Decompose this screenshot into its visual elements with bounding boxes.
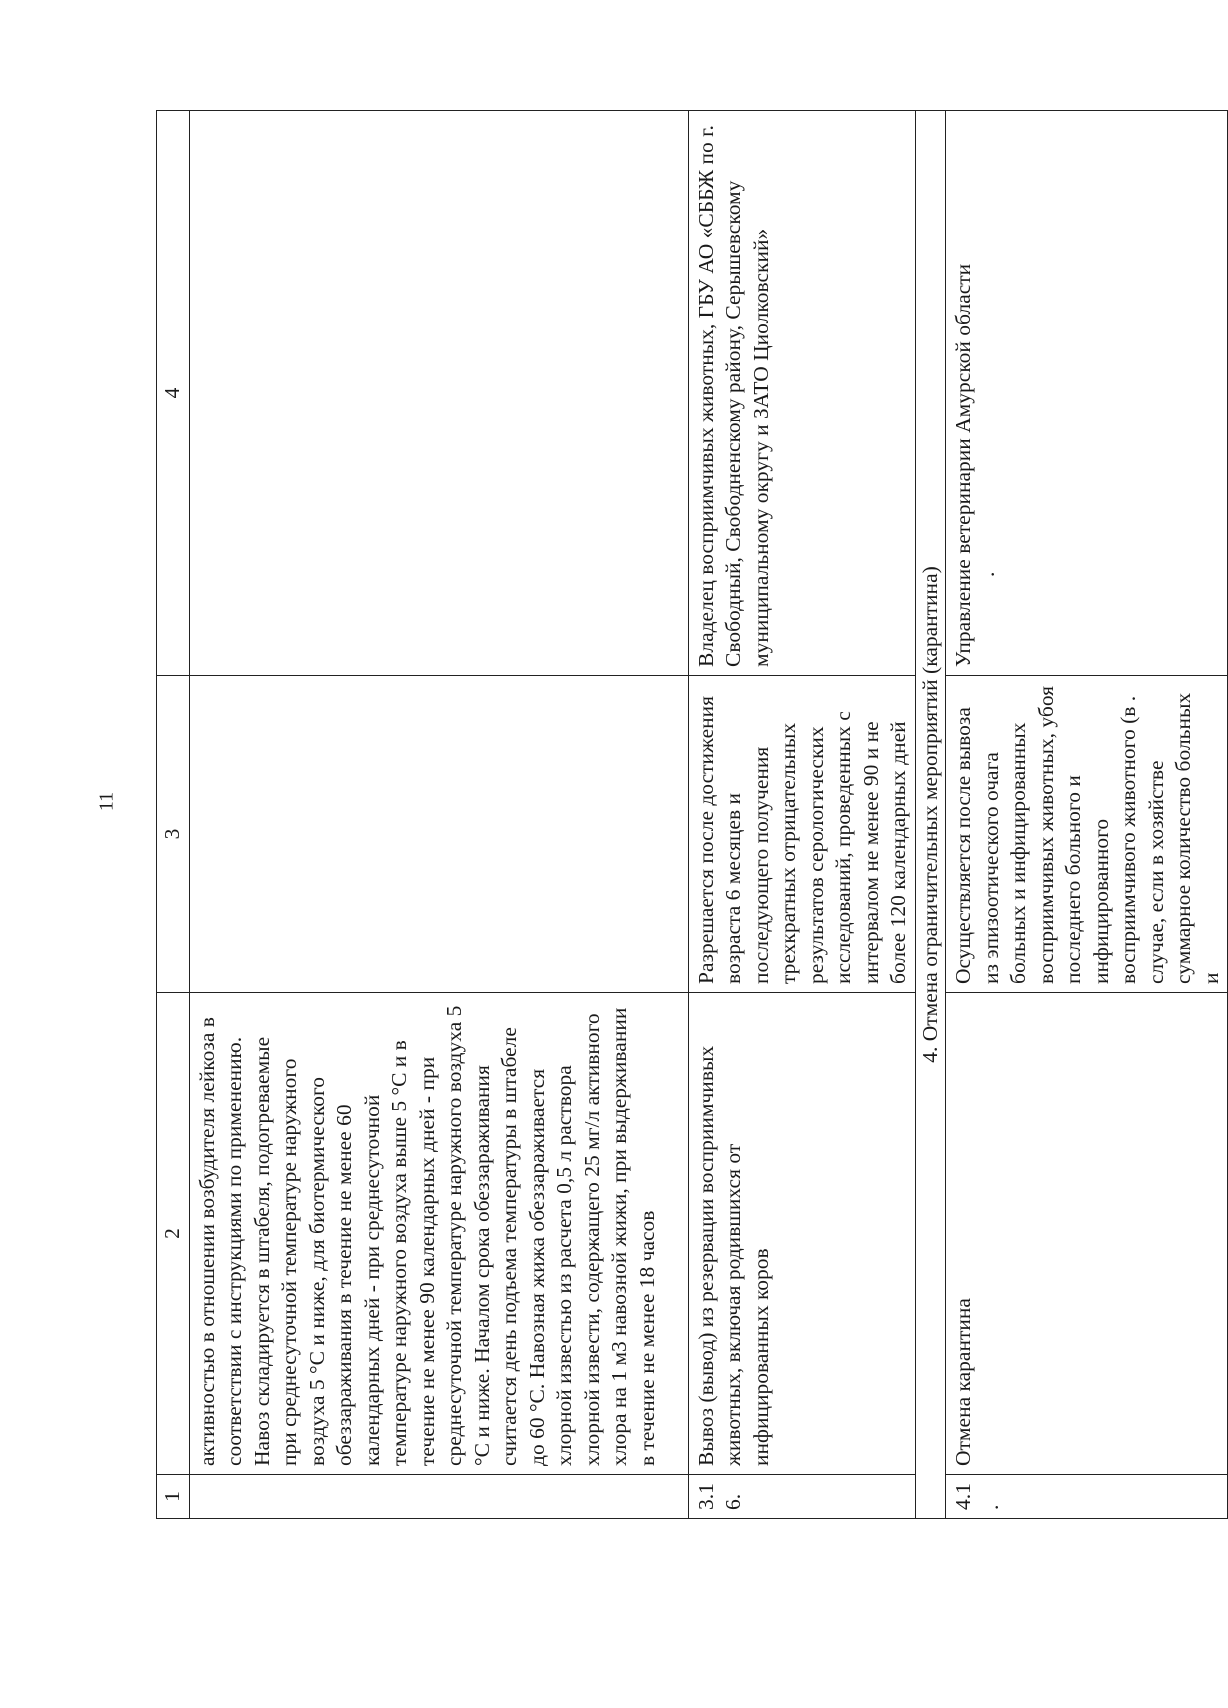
- responsible-text: Управление ветеринарии Амурской области: [951, 263, 975, 667]
- table-row: [946, 111, 1228, 1519]
- stray-mark: .: [974, 571, 999, 577]
- header-col-2: 2: [157, 993, 190, 1475]
- responsible-cell: Владелец восприимчивых животных, ГБУ АО «СББЖ по г. Свободный, Свободненскому району, Серышевскому муниципальному округу и ЗАТО Циолковский»: [688, 111, 915, 676]
- header-col-3: 3: [157, 676, 190, 993]
- row-number: 3.16.: [688, 1475, 915, 1519]
- timing-cell: [189, 676, 688, 993]
- measure-cell: активностью в отношении возбудителя лейкоза в соответствии с инструкциями по применению. Навоз складируется в штабеля, подогреваемые при среднесуточной температуре наружного воздуха 5 °C и ниже, для биотермического обеззараживания в течение не менее 60 календарных дней - при среднесуточной температуре наружного воздуха выше 5 °C и в течение не менее 90 календарных дней - при среднесуточной температуре наружного воздуха 5 °C и ниже. Началом срока обеззараживания считается день подъема температуры в штабеле до 60 °C. Навозная жижа обеззараживается хлорной известью из расчета 0,5 л раствора хлорной извести, содержащего 25 мг/л активного хлора на 1 м3 навозной жижи, при выдерживании в течение не менее 18 часов: [189, 993, 688, 1475]
- measure-cell: Отмена карантина: [946, 993, 1228, 1475]
- measure-cell: Вывоз (вывод) из резервации восприимчивых животных, включая родившихся от инфицированных коров: [688, 993, 915, 1475]
- page-number: 11: [95, 791, 118, 812]
- responsible-cell: [189, 111, 688, 676]
- responsible-cell: [946, 111, 1228, 676]
- section-heading: 4. Отмена ограничительных мероприятий (карантина): [915, 111, 946, 1519]
- header-col-1: 1: [157, 1475, 190, 1519]
- rotated-table-container: [156, 111, 1223, 1519]
- table-row: [688, 111, 915, 1519]
- timing-cell: Осуществляется после вывоза из эпизоотического очага больных и инфицированных восприимчивых животных, убоя последнего больного и инфицированного восприимчивого животного (в . случае, если в хозяйстве суммарное количество больных и: [946, 676, 1228, 993]
- section-heading-row: [915, 111, 946, 1519]
- header-col-4: 4: [157, 111, 190, 676]
- table-header-row: [157, 111, 190, 1519]
- row-number: 4.1.: [946, 1475, 1228, 1519]
- measures-table: [156, 110, 1228, 1519]
- timing-cell: Разрешается после достижения возраста 6 месяцев и последующего получения трехкратных отрицательных результатов серологических исследований, проведенных с интервалом не менее 90 и не более 120 календарных дней: [688, 676, 915, 993]
- row-number: [189, 1475, 688, 1519]
- table-row: [189, 111, 688, 1519]
